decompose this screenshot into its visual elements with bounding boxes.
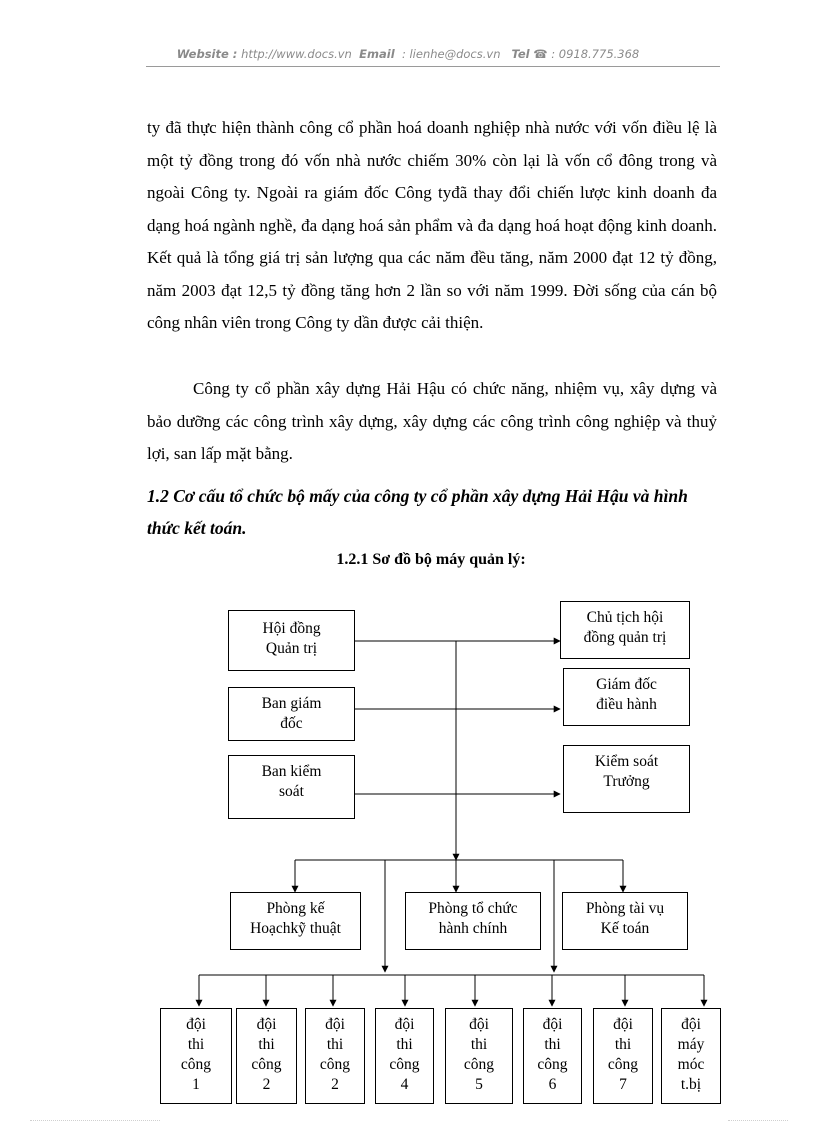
box-chu-tich-hoi-dong: Chủ tịch hội đồng quản trị [560,601,690,659]
paragraph-2: Công ty cổ phần xây dựng Hải Hậu có chức năng, nhiệm vụ, xây dựng và bảo dưỡng các công trình xây dựng, xây dựng các công trình công nghiệp và thuỷ lợi, san lấp mặt bằng. [147,379,717,463]
team-box: đội máy móc t.bị [661,1008,721,1104]
footer-dots-right [728,1120,788,1122]
box-giam-doc-dieu-hanh: Giám đốc điều hành [563,668,690,726]
chart-title: 1.2.1 Sơ đồ bộ máy quản lý: [336,551,526,568]
team-box: đội thi công 6 [523,1008,582,1104]
team-box: đội thi công 2 [236,1008,297,1104]
box-kiem-soat-truong: Kiểm soát Trưởng [563,745,690,813]
section-heading: 1.2 Cơ cấu tổ chức bộ mấy của công ty cổ phần xây dựng Hải Hậu và hình thức kết toán. [147,486,688,538]
box-hoi-dong-quan-tri: Hội đồng Quản trị [228,610,355,671]
paragraph-1: ty đã thực hiện thành công cổ phần hoá doanh nghiệp nhà nước với vốn điều lệ là một tỷ đồng trong đó vốn nhà nước chiếm 30% còn lại là vốn cổ đông trong và ngoài Công ty. Ngoài ra giám đốc Công tyđã thay đổi chiến lược kinh doanh đa dạng hoá ngành nghề, đa dạng hoá sản phẩm và đa dạng hoá hoạt động kinh doanh. Kết quả là tổng giá trị sản lượng qua các năm đều tăng, năm 2000 đạt 12 tỷ đồng, năm 2003 đạt 12,5 tỷ đồng tăng hơn 2 lần so với năm 1999. Đời sống của cán bộ công nhân viên trong Công ty dần được cải thiện. [147,118,717,332]
team-box: đội thi công 2 [305,1008,365,1104]
email-label: Email [359,47,395,61]
box-ban-giam-doc: Ban giám đốc [228,687,355,741]
team-box: đội thi công 7 [593,1008,653,1104]
website-url[interactable]: http://www.docs.vn [241,47,352,61]
tel-value: ☎ : 0918.775.368 [533,47,640,61]
team-box: đội thi công 4 [375,1008,434,1104]
box-phong-to-chuc-hanh-chinh: Phòng tổ chức hành chính [405,892,541,950]
email-value[interactable]: : lienhe@docs.vn [401,47,501,61]
box-phong-tai-vu-ke-toan: Phòng tài vụ Kế toán [562,892,688,950]
team-box: đội thi công 5 [445,1008,513,1104]
footer-dots-left [30,1120,160,1122]
website-label: Website : [176,47,238,61]
team-box: đội thi công 1 [160,1008,232,1104]
tel-label: Tel [511,47,530,61]
box-phong-ke-hoach-ky-thuat: Phòng kế Hoạchkỹ thuật [230,892,361,950]
box-ban-kiem-soat: Ban kiểm soát [228,755,355,819]
